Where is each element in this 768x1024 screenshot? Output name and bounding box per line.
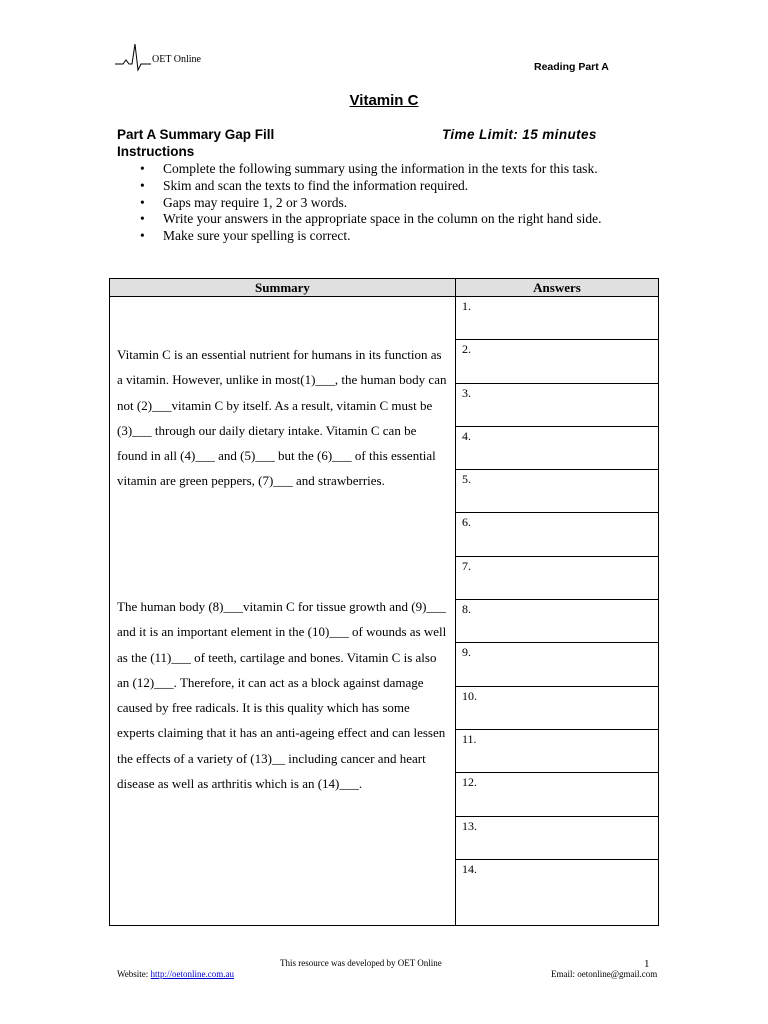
- answer-number: 10.: [462, 688, 477, 703]
- bullet-icon: •: [140, 211, 145, 227]
- answer-number: 13.: [462, 818, 477, 833]
- list-item: • Make sure your spelling is correct.: [140, 228, 351, 244]
- answer-cell-10[interactable]: [456, 687, 658, 730]
- heartbeat-icon: [113, 40, 153, 74]
- oet-online-logo: [113, 40, 223, 74]
- website-link[interactable]: http://oetonline.com.au: [150, 969, 235, 979]
- answer-number: 1.: [462, 299, 471, 313]
- logo-text: OET Online: [152, 54, 201, 65]
- answer-number: 7.: [462, 558, 471, 573]
- answer-number: 3.: [462, 385, 471, 400]
- answer-number: 5.: [462, 472, 471, 487]
- answer-cell-13[interactable]: [456, 817, 658, 860]
- answer-cell-5[interactable]: [456, 470, 658, 513]
- footer-email: Email: oetonline@gmail.com: [551, 969, 658, 979]
- answer-number: 11.: [462, 731, 477, 746]
- summary-header: Summary: [255, 280, 310, 295]
- answer-number: 9.: [462, 645, 471, 660]
- answer-cell-1[interactable]: [456, 297, 658, 340]
- bullet-icon: •: [140, 161, 145, 176]
- instructions-heading: Instructions: [117, 144, 195, 159]
- answer-cell-6[interactable]: [456, 513, 658, 556]
- answer-cell-2[interactable]: [456, 340, 658, 383]
- bullet-icon: •: [140, 194, 145, 210]
- list-item: • Gaps may require 1, 2 or 3 words.: [140, 194, 348, 210]
- bullet-icon: •: [140, 228, 145, 244]
- answers-column: [456, 297, 658, 903]
- summary-paragraph-2: The human body (8)___vitamin C for tissue growth and (9)___ and it is an important element in the (10)___ of wounds as well as the (11)___ of teeth, cartilage and bones. Vitamin C is also an (12)___. Therefore, it can act as a block against damage caused by free radicals. It is this quality which has some experts claiming that it has an anti-ageing effect and can lessen the effects of a variety of (13)__ including cancer and heart disease as well as arthritis which is an (14)___.: [117, 599, 447, 792]
- answers-header: Answers: [533, 280, 581, 295]
- page-number: 1: [644, 958, 650, 970]
- answer-cell-14[interactable]: [456, 860, 658, 903]
- subheading: Part A Summary Gap Fill: [117, 127, 275, 142]
- answer-cell-8[interactable]: [456, 600, 658, 643]
- answer-number: 8.: [462, 602, 471, 617]
- answer-cell-9[interactable]: [456, 643, 658, 686]
- answer-cell-4[interactable]: [456, 427, 658, 470]
- answer-number: 12.: [462, 775, 477, 790]
- answer-number: 6.: [462, 515, 471, 530]
- answer-cell-3[interactable]: [456, 384, 658, 427]
- answer-number: 14.: [462, 861, 477, 876]
- footer-credit: This resource was developed by OET Online: [280, 958, 442, 968]
- time-limit: Time Limit: 15 minutes: [442, 127, 597, 142]
- list-item: • Skim and scan the texts to find the information required.: [140, 177, 469, 193]
- footer-website: Website: http://oetonline.com.au: [117, 969, 235, 979]
- bullet-icon: •: [140, 177, 145, 193]
- list-item: • Complete the following summary using the information in the texts for this task.: [140, 161, 598, 176]
- answer-cell-7[interactable]: [456, 557, 658, 600]
- answer-cell-12[interactable]: [456, 773, 658, 816]
- page-title: Vitamin C: [349, 92, 419, 109]
- instructions-list: [140, 161, 640, 245]
- answer-cell-11[interactable]: [456, 730, 658, 773]
- summary-table: [109, 278, 659, 926]
- answer-number: 4.: [462, 428, 471, 443]
- summary-paragraph-1: Vitamin C is an essential nutrient for humans in its function as a vitamin. However, unlike in most(1)___, the human body can not (2)___vitamin C by itself. As a result, vitamin C must be (3)___ through our daily dietary intake. Vitamin C can be found in all (4)___ and (5)___ but the (6)___ of this essential vitamin are green peppers, (7)___ and strawberries.: [117, 347, 447, 489]
- answer-number: 2.: [462, 342, 471, 357]
- section-label: Reading Part A: [534, 61, 609, 73]
- list-item: • Write your answers in the appropriate space in the column on the right hand side.: [140, 211, 602, 227]
- table-header: [110, 279, 658, 297]
